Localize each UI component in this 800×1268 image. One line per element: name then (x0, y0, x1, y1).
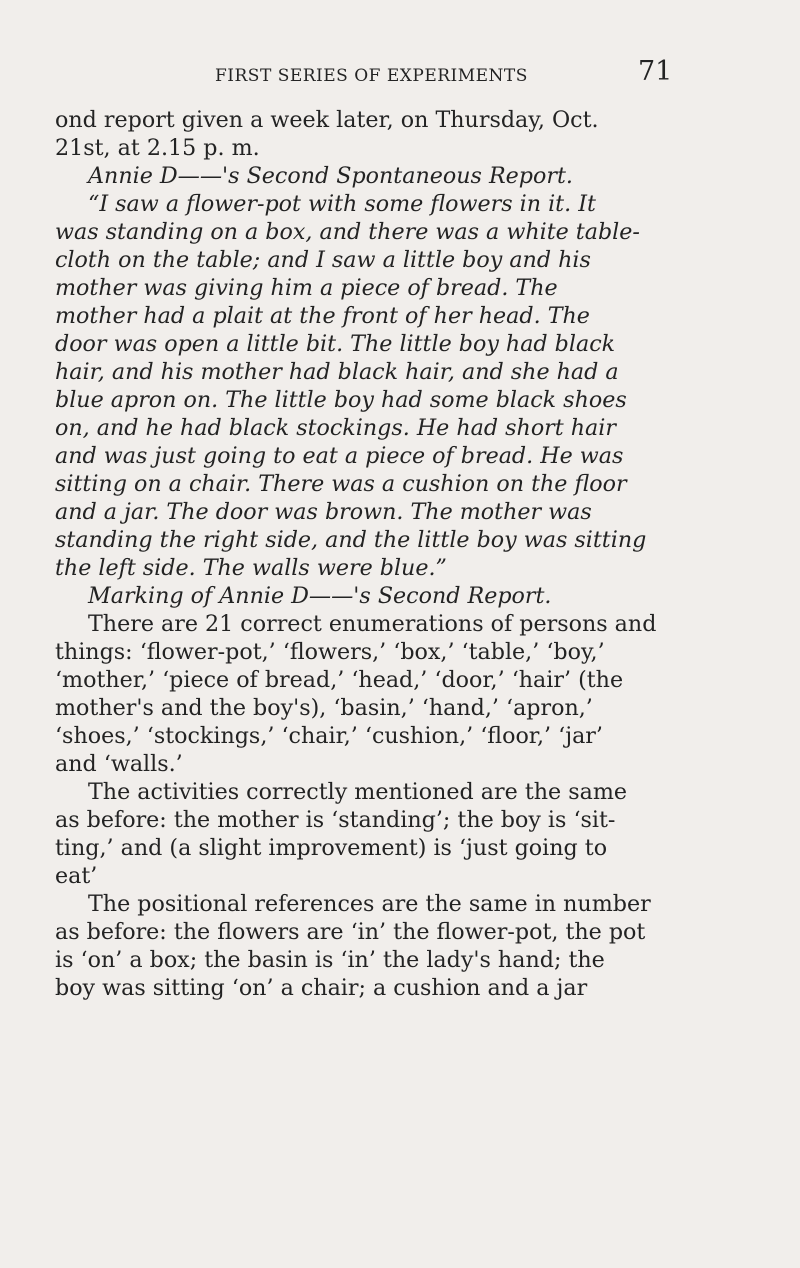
quoted-line: on, and he had black stockings. He had short hair (55, 415, 616, 441)
quoted-line: and was just going to eat a piece of bread. He was (55, 443, 624, 469)
quoted-line: “I saw a flower-pot with some flowers in it. It (88, 191, 596, 217)
text-line: The activities correctly mentioned are the same (88, 779, 628, 805)
quoted-line: was standing on a box, and there was a white table- (55, 219, 640, 245)
quoted-line: mother had a plait at the front of her head. The (55, 303, 590, 329)
text-line: ‘mother,’ ‘piece of bread,’ ‘head,’ ‘door,’ ‘hair’ (the (55, 667, 624, 693)
text-line: boy was sitting ‘on’ a chair; a cushion and a jar (55, 975, 588, 1001)
text-line: mother's and the boy's), ‘basin,’ ‘hand,’ ‘apron,’ (55, 695, 593, 721)
quoted-line: door was open a little bit. The little boy had black (55, 331, 616, 357)
text-line: and ‘walls.’ (55, 751, 183, 777)
page-number: 71 (638, 56, 673, 87)
text-line: 21st, at 2.15 p. m. (55, 135, 260, 161)
text-line: eat’ (55, 863, 98, 889)
text-line: as before: the flowers are ‘in’ the flower-pot, the pot (55, 919, 646, 945)
body-text (55, 106, 780, 1002)
quoted-line: sitting on a chair. There was a cushion on the floor (55, 471, 627, 497)
report-heading: Annie D——'s Second Spontaneous Report. (88, 163, 573, 189)
quoted-line: hair, and his mother had black hair, and she had a (55, 359, 619, 385)
quoted-line: standing the right side, and the little boy was sitting (55, 527, 647, 553)
text-line: The positional references are the same in number (88, 891, 651, 917)
text-line: ting,’ and (a slight improvement) is ‘just going to (55, 835, 608, 861)
quoted-line: blue apron on. The little boy had some black shoes (55, 387, 627, 413)
quoted-line: the left side. The walls were blue.” (55, 555, 447, 581)
quoted-line: cloth on the table; and I saw a little boy and his (55, 247, 591, 273)
marking-heading: Marking of Annie D——'s Second Report. (88, 583, 552, 609)
page-header (0, 56, 800, 96)
text-line: ‘shoes,’ ‘stockings,’ ‘chair,’ ‘cushion,’ ‘floor,’ ‘jar’ (55, 723, 603, 749)
text-line: ond report given a week later, on Thursday, Oct. (55, 107, 599, 133)
quoted-line: mother was giving him a piece of bread. The (55, 275, 558, 301)
quoted-line: and a jar. The door was brown. The mother was (55, 499, 592, 525)
running-head: FIRST SERIES OF EXPERIMENTS (215, 66, 528, 86)
text-line: is ‘on’ a box; the basin is ‘in’ the lady's hand; the (55, 947, 605, 973)
text-line: as before: the mother is ‘standing’; the boy is ‘sit- (55, 807, 616, 833)
text-line: things: ‘flower-pot,’ ‘flowers,’ ‘box,’ ‘table,’ ‘boy,’ (55, 639, 605, 665)
text-line: There are 21 correct enumerations of persons and (88, 611, 657, 637)
